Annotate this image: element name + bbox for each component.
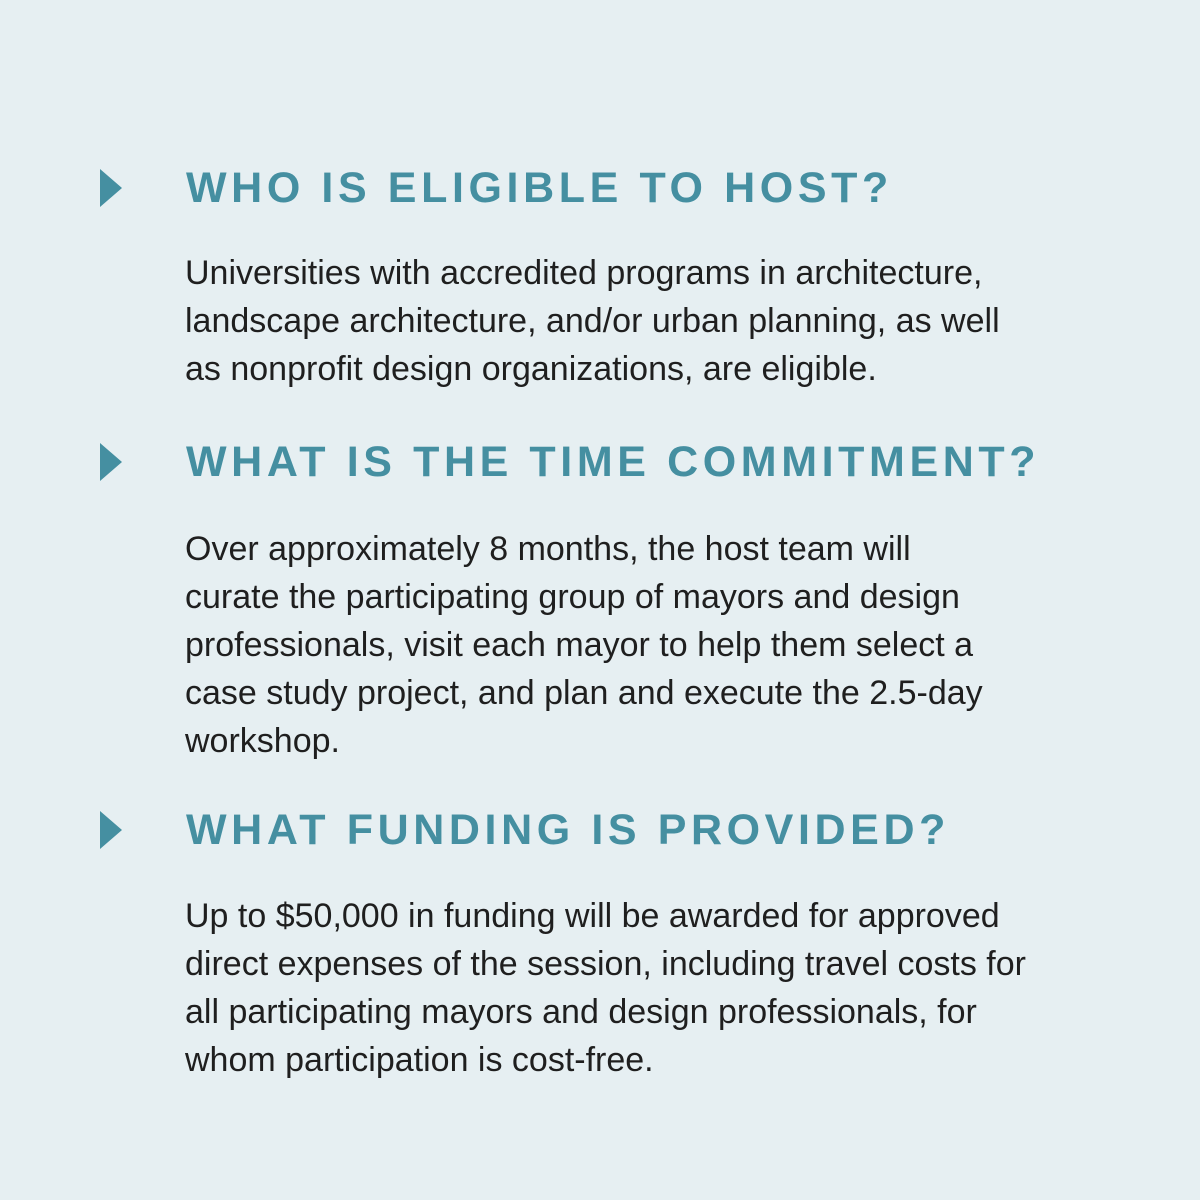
triangle-right-icon (100, 169, 122, 207)
body-line: Up to $50,000 in funding will be awarded for approved (185, 897, 1000, 935)
section-heading: WHAT FUNDING IS PROVIDED? (186, 806, 950, 854)
triangle-right-icon (100, 811, 122, 849)
section-funding (0, 800, 1200, 1079)
section-body (185, 892, 1145, 1084)
body-line: workshop. (185, 722, 340, 760)
section-body (185, 525, 1145, 765)
body-line: whom participation is cost-free. (185, 1041, 654, 1079)
section-heading-row (0, 432, 1200, 492)
body-line: Universities with accredited programs in architecture, (185, 254, 983, 292)
body-line: Over approximately 8 months, the host team will (185, 530, 911, 568)
section-heading-row (0, 158, 1200, 218)
section-time-commitment (0, 432, 1200, 760)
section-heading: WHAT IS THE TIME COMMITMENT? (186, 438, 1041, 486)
section-eligibility (0, 158, 1200, 388)
body-line: case study project, and plan and execute the 2.5-day (185, 674, 983, 712)
body-line: curate the participating group of mayors and design (185, 578, 960, 616)
body-line: direct expenses of the session, including travel costs for (185, 945, 1026, 983)
body-line: professionals, visit each mayor to help them select a (185, 626, 974, 664)
section-heading-row (0, 800, 1200, 860)
body-line: as nonprofit design organizations, are eligible. (185, 350, 877, 388)
section-body (185, 249, 1145, 393)
body-line: landscape architecture, and/or urban planning, as well (185, 302, 1000, 340)
triangle-right-icon (100, 443, 122, 481)
body-line: all participating mayors and design professionals, for (185, 993, 977, 1031)
section-heading: WHO IS ELIGIBLE TO HOST? (186, 164, 893, 212)
